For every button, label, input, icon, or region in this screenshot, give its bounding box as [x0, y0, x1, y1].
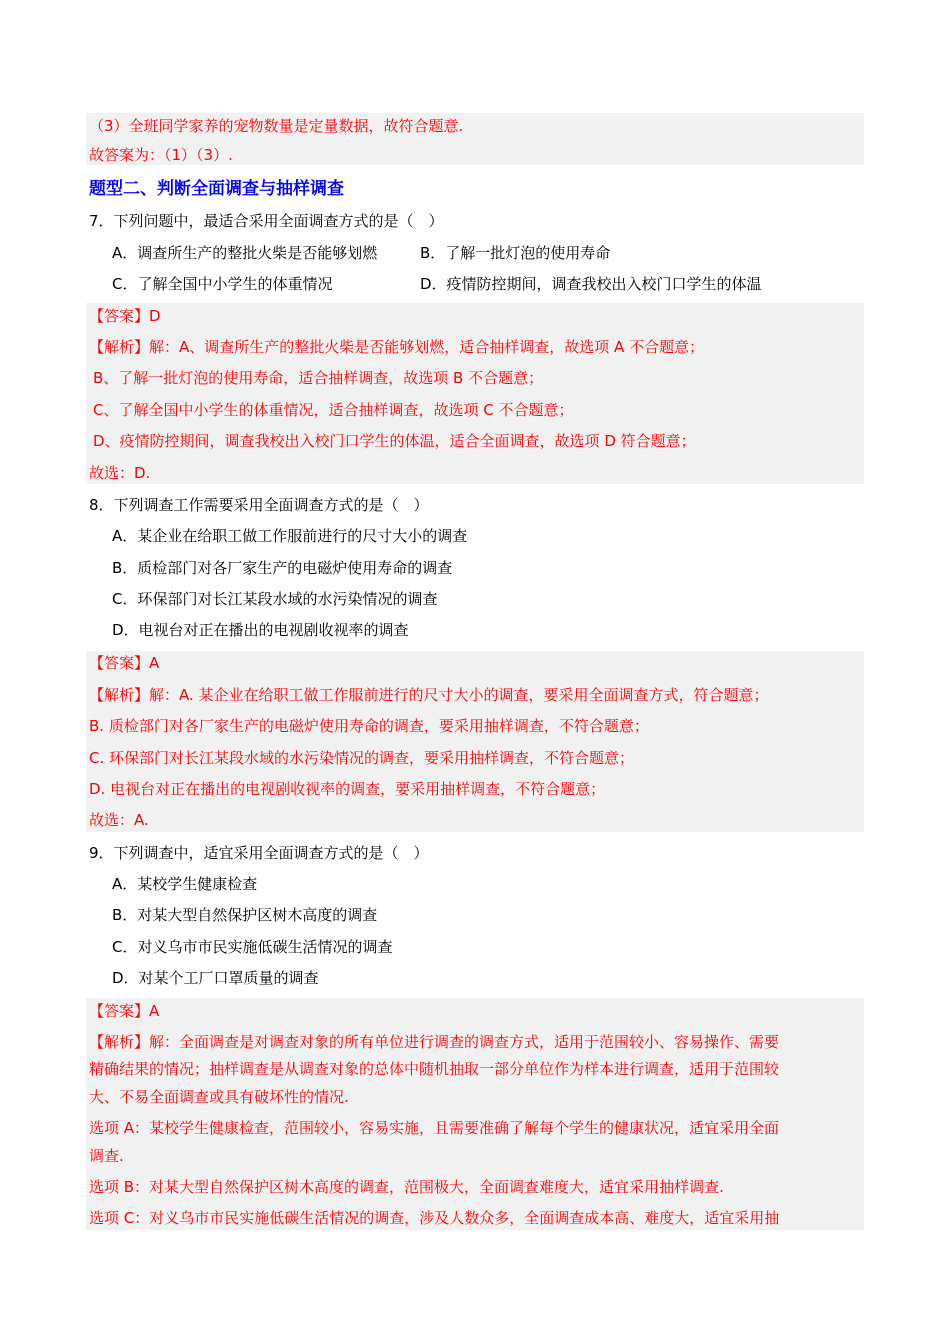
- q8-analysis-line-3: C. 环保部门对长江某段水域的水污染情况的调查，要采用抽样调查，不符合题意；: [89, 749, 635, 767]
- q9-answer-line: [89, 1001, 159, 1021]
- q8-stem: 8．下列调查工作需要采用全面调查方式的是（ ）: [89, 496, 429, 514]
- q7-answer-shade: [86, 303, 864, 484]
- q8-option-b: B．质检部门对各厂家生产的电磁炉使用寿命的调查: [112, 559, 453, 577]
- q7-option-a: A．调查所生产的整批火柴是否能够划燃: [112, 244, 378, 262]
- q9-answer-tag: 【答案】: [89, 1002, 150, 1020]
- q8-option-a: A．某企业在给职工做工作服前进行的尺寸大小的调查: [112, 527, 468, 545]
- q9-analysis-tag: 【解析】: [89, 1033, 150, 1051]
- q9-analysis-line-6: 选项 B：对某大型自然保护区树木高度的调查，范围极大，全面调查难度大，适宜采用抽样调查.: [89, 1178, 724, 1196]
- section-heading: 题型二、判断全面调查与抽样调查: [89, 179, 344, 199]
- q9-analysis-text-1: 解：全面调查是对调查对象的所有单位进行调查的调查方式，适用于范围较小、容易操作、需要: [149, 1033, 780, 1051]
- q9-answer-value: A: [149, 1002, 160, 1020]
- q9-analysis-line-2: 精确结果的情况；抽样调查是从调查对象的总体中随机抽取一部分单位作为样本进行调查，适用于范围较: [89, 1060, 780, 1078]
- q8-analysis-tag: 【解析】: [89, 686, 150, 704]
- q7-option-c: C．了解全国中小学生的体重情况: [112, 275, 333, 293]
- q7-answer-tag: 【答案】: [89, 307, 150, 325]
- top-conclusion-line: 故答案为：（1）（3）.: [89, 146, 233, 164]
- q9-analysis-line-4: 选项 A：某校学生健康检查，范围较小，容易实施，且需要准确了解每个学生的健康状况，适宜采用全面: [89, 1119, 780, 1137]
- q7-analysis-tag: 【解析】: [89, 338, 150, 356]
- q9-option-b: B．对某大型自然保护区树木高度的调查: [112, 906, 378, 924]
- q8-answer-value: A: [149, 654, 160, 672]
- q8-analysis-line-1: [89, 685, 769, 705]
- q7-analysis-line-4: D、疫情防控期间，调查我校出入校门口学生的体温，适合全面调查，故选项 D 符合题意；: [93, 432, 696, 450]
- q9-analysis-line-5: 调查.: [89, 1147, 124, 1165]
- q7-analysis-text-1: 解：A、调查所生产的整批火柴是否能够划燃，适合抽样调查，故选项 A 不合题意；: [149, 338, 705, 356]
- q9-option-a: A．某校学生健康检查: [112, 875, 258, 893]
- q8-conclusion: 故选：A.: [89, 811, 149, 829]
- q7-option-d: D．疫情防控期间，调查我校出入校门口学生的体温: [420, 275, 762, 293]
- q8-option-d: D．电视台对正在播出的电视剧收视率的调查: [112, 621, 409, 639]
- q9-option-d: D．对某个工厂口罩质量的调查: [112, 969, 319, 987]
- q8-analysis-text-1: 解：A. 某企业在给职工做工作服前进行的尺寸大小的调查，要采用全面调查方式，符合题意；: [149, 686, 769, 704]
- q7-option-b: B．了解一批灯泡的使用寿命: [420, 244, 611, 262]
- top-analysis-line: （3）全班同学家养的宠物数量是定量数据，故符合题意.: [89, 117, 464, 135]
- q7-answer-line: [89, 306, 161, 326]
- q8-answer-line: [89, 653, 159, 673]
- q7-stem: 7．下列问题中，最适合采用全面调查方式的是（ ）: [89, 212, 444, 230]
- q7-analysis-line-1: [89, 337, 704, 357]
- q8-answer-shade: [86, 651, 864, 832]
- q9-analysis-line-7: 选项 C：对义乌市市民实施低碳生活情况的调查，涉及人数众多，全面调查成本高、难度大，适宜采用抽: [89, 1209, 780, 1227]
- q7-answer-value: D: [149, 307, 161, 325]
- q9-analysis-line-3: 大、不易全面调查或具有破坏性的情况.: [89, 1088, 349, 1106]
- q8-analysis-line-2: B. 质检部门对各厂家生产的电磁炉使用寿命的调查，要采用抽样调查，不符合题意；: [89, 717, 649, 735]
- q8-analysis-line-4: D. 电视台对正在播出的电视剧收视率的调查，要采用抽样调查，不符合题意；: [89, 780, 606, 798]
- q7-conclusion: 故选：D.: [89, 464, 151, 482]
- q8-option-c: C．环保部门对长江某段水域的水污染情况的调查: [112, 590, 438, 608]
- q8-answer-tag: 【答案】: [89, 654, 150, 672]
- q7-analysis-line-2: B、了解一批灯泡的使用寿命，适合抽样调查，故选项 B 不合题意；: [93, 369, 544, 387]
- q7-analysis-line-3: C、了解全国中小学生的体重情况，适合抽样调查，故选项 C 不合题意；: [93, 401, 574, 419]
- q9-stem: 9．下列调查中，适宜采用全面调查方式的是（ ）: [89, 844, 429, 862]
- q9-option-c: C．对义乌市市民实施低碳生活情况的调查: [112, 938, 393, 956]
- q9-analysis-line-1: [89, 1032, 779, 1052]
